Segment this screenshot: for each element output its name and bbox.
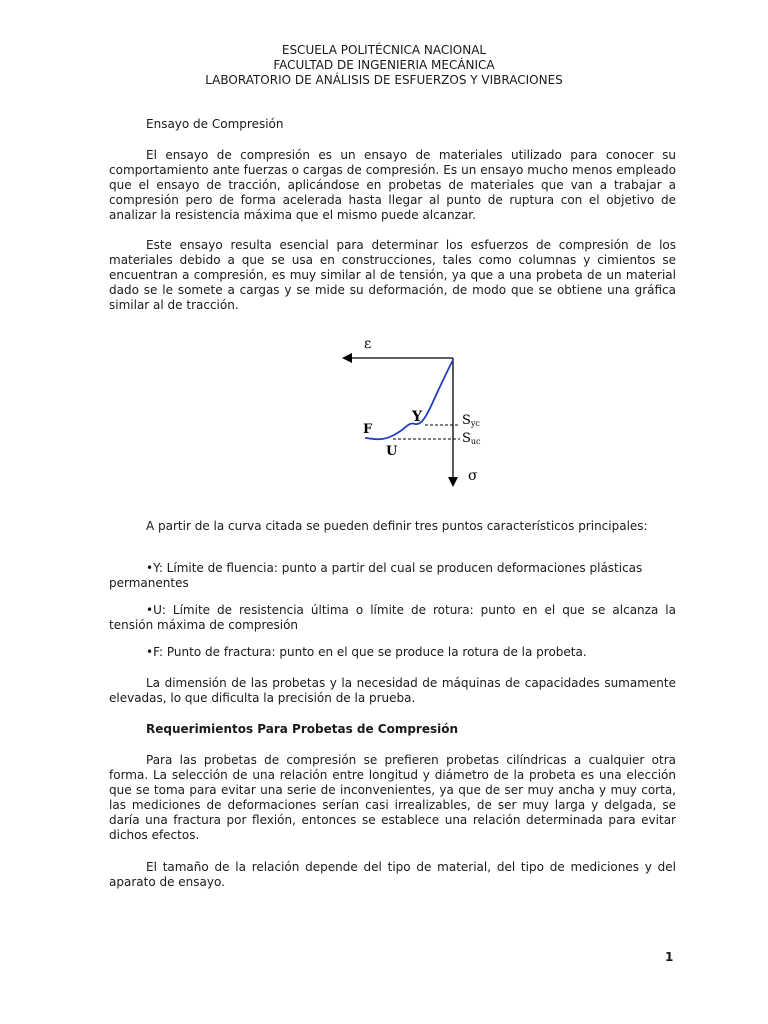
header-institution: ESCUELA POLITÉCNICA NACIONAL [281,43,487,57]
syc-label-main: S [462,413,471,428]
subheading-block [109,722,676,737]
paragraph-ratio: El tamaño de la relación depende del tipo de material, del tipo de mediciones y del aparato de ensayo. [109,860,676,889]
paragraph-usage: Este ensayo resulta esencial para determinar los esfuerzos de compresión de los materiales debido a que se usa en construcciones, tales como columnas y cimientos se encuentran a compresión, es muy similar al de tensión, ya que a una probeta de un material dado se le somete a cargas y se mide su deformación, de modo que se obtiene una gráfica similar al de tracción. [109,238,676,312]
bullet-yield: •Y: Límite de fluencia: punto a partir del cual se producen deformaciones plásticas permanentes [109,561,643,590]
point-f-label: F [363,422,373,437]
bullet-y-block [109,561,676,591]
suc-label-sub: uc [470,437,481,446]
paragraph-points-intro: A partir de la curva citada se pueden definir tres puntos característicos principales: [146,519,648,533]
bullet-fracture: •F: Punto de fractura: punto en el que se produce la rotura de la probeta. [146,645,587,659]
stress-axis-arrowhead [448,477,458,487]
paragraph-2 [109,238,676,313]
header-laboratory: LABORATORIO DE ANÁLISIS DE ESFUERZOS Y VIBRACIONES [205,73,563,87]
strain-axis-label: ε [364,336,372,352]
bullet-u-block [109,603,676,633]
document-header [0,43,768,88]
subheading-requirements: Requerimientos Para Probetas de Compresión [146,722,459,736]
stress-strain-curve [365,360,453,439]
paragraph-6 [109,860,676,890]
point-y-label: Y [412,409,422,425]
strain-axis-arrowhead [342,353,352,363]
page-number: 1 [665,950,674,964]
bullet-f-block [109,645,676,660]
paragraph-4 [109,676,676,706]
compression-curve-figure [330,330,490,495]
syc-label [462,413,480,428]
stress-axis-label: σ [468,468,478,484]
suc-label [462,431,481,446]
paragraph-5 [109,753,676,843]
bullet-ultimate: •U: Límite de resistencia última o límite de rotura: punto en el que se alcanza la tensión máxima de compresión [109,603,676,632]
paragraph-limitations: La dimensión de las probetas y la necesidad de máquinas de capacidades sumamente elevadas, lo que dificulta la precisión de la prueba. [109,676,676,705]
section-title-block [109,117,676,132]
header-faculty: FACULTAD DE INGENIERIA MECÁNICA [273,58,495,72]
suc-label-main: S [462,431,471,446]
paragraph-1 [109,148,676,223]
point-u-label: U [386,444,398,459]
paragraph-3 [109,519,676,534]
paragraph-specimen-shape: Para las probetas de compresión se prefieren probetas cilíndricas a cualquier otra forma. La selección de una relación entre longitud y diámetro de la probeta es una elección que se toma para evitar una serie de inconvenientes, ya que de ser muy ancha y muy corta, las mediciones de deformaciones serían casi irrealizables, de ser muy larga y delgada, se daría una fractura por flexión, entonces se establece una relación determinada para evitar dichos efectos. [109,753,676,842]
syc-label-sub: yc [470,419,480,428]
section-title: Ensayo de Compresión [146,117,284,131]
paragraph-intro: El ensayo de compresión es un ensayo de materiales utilizado para conocer su comportamiento ante fuerzas o cargas de compresión. Es un ensayo mucho menos empleado que el ensayo de tracción, aplicándose en probetas de materiales que van a trabajar a compresión pero de forma acelerada hasta llegar al punto de ruptura con el objetivo de analizar la resistencia máxima que el mismo puede alcanzar. [109,148,676,222]
